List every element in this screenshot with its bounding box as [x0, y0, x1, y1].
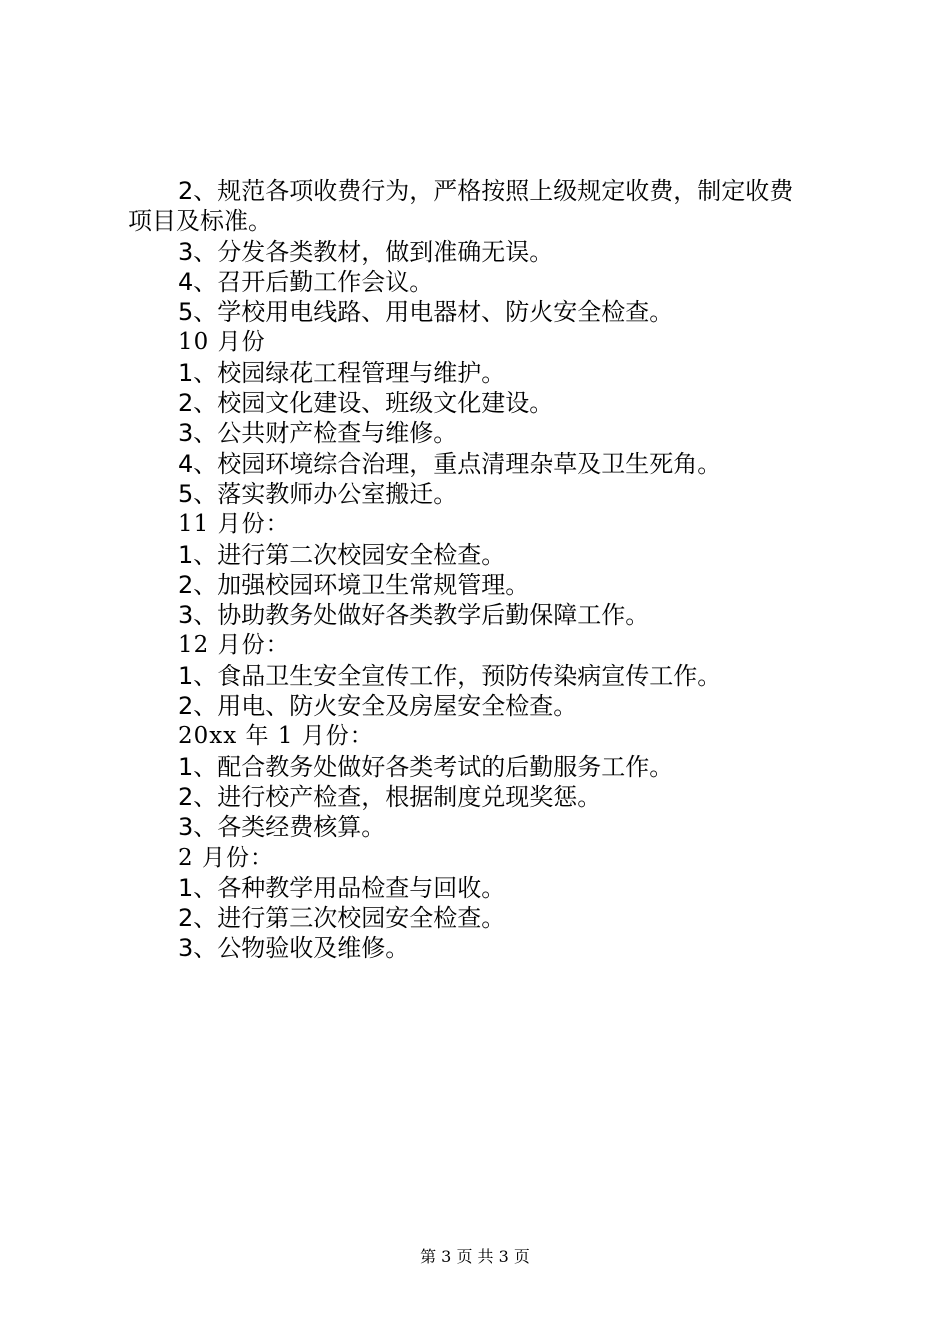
list-item: 2、进行校产检查，根据制度兑现奖惩。 — [178, 782, 602, 811]
list-item: 2、校园文化建设、班级文化建设。 — [178, 389, 554, 418]
section-heading: 10 月份 — [178, 329, 266, 356]
list-item: 3、分发各类教材，做到准确无误。 — [178, 237, 554, 266]
section-heading: 12 月份： — [178, 632, 290, 659]
page-footer: 第 3 页 共 3 页 — [420, 1247, 530, 1266]
list-item: 2、加强校园环境卫生常规管理。 — [178, 570, 530, 599]
list-item: 1、配合教务处做好各类考试的后勤服务工作。 — [178, 752, 674, 781]
list-item: 3、各类经费核算。 — [178, 813, 386, 842]
list-item: 1、校园绿花工程管理与维护。 — [178, 358, 506, 387]
list-item: 5、学校用电线路、用电器材、防火安全检查。 — [178, 298, 674, 327]
list-item: 3、公共财产检查与维修。 — [178, 419, 458, 448]
list-item: 4、召开后勤工作会议。 — [178, 267, 434, 296]
list-item: 项目及标准。 — [128, 207, 272, 236]
list-item: 3、公物验收及维修。 — [178, 934, 410, 963]
list-item: 2、进行第三次校园安全检查。 — [178, 904, 506, 933]
list-item: 3、协助教务处做好各类教学后勤保障工作。 — [178, 601, 650, 630]
list-item: 1、食品卫生安全宣传工作，预防传染病宣传工作。 — [178, 661, 722, 690]
section-heading: 20xx 年 1 月份： — [178, 723, 374, 750]
list-item: 5、落实教师办公室搬迁。 — [178, 479, 458, 508]
section-heading: 2 月份： — [178, 844, 274, 871]
list-item: 2、用电、防火安全及房屋安全检查。 — [178, 692, 578, 721]
list-item: 1、进行第二次校园安全检查。 — [178, 540, 506, 569]
document-body — [128, 176, 838, 964]
section-heading: 11 月份： — [178, 511, 290, 538]
list-item: 4、校园环境综合治理，重点清理杂草及卫生死角。 — [178, 449, 722, 478]
list-item: 2、规范各项收费行为，严格按照上级规定收费，制定收费 — [178, 177, 794, 205]
list-item: 1、各种教学用品检查与回收。 — [178, 873, 506, 902]
